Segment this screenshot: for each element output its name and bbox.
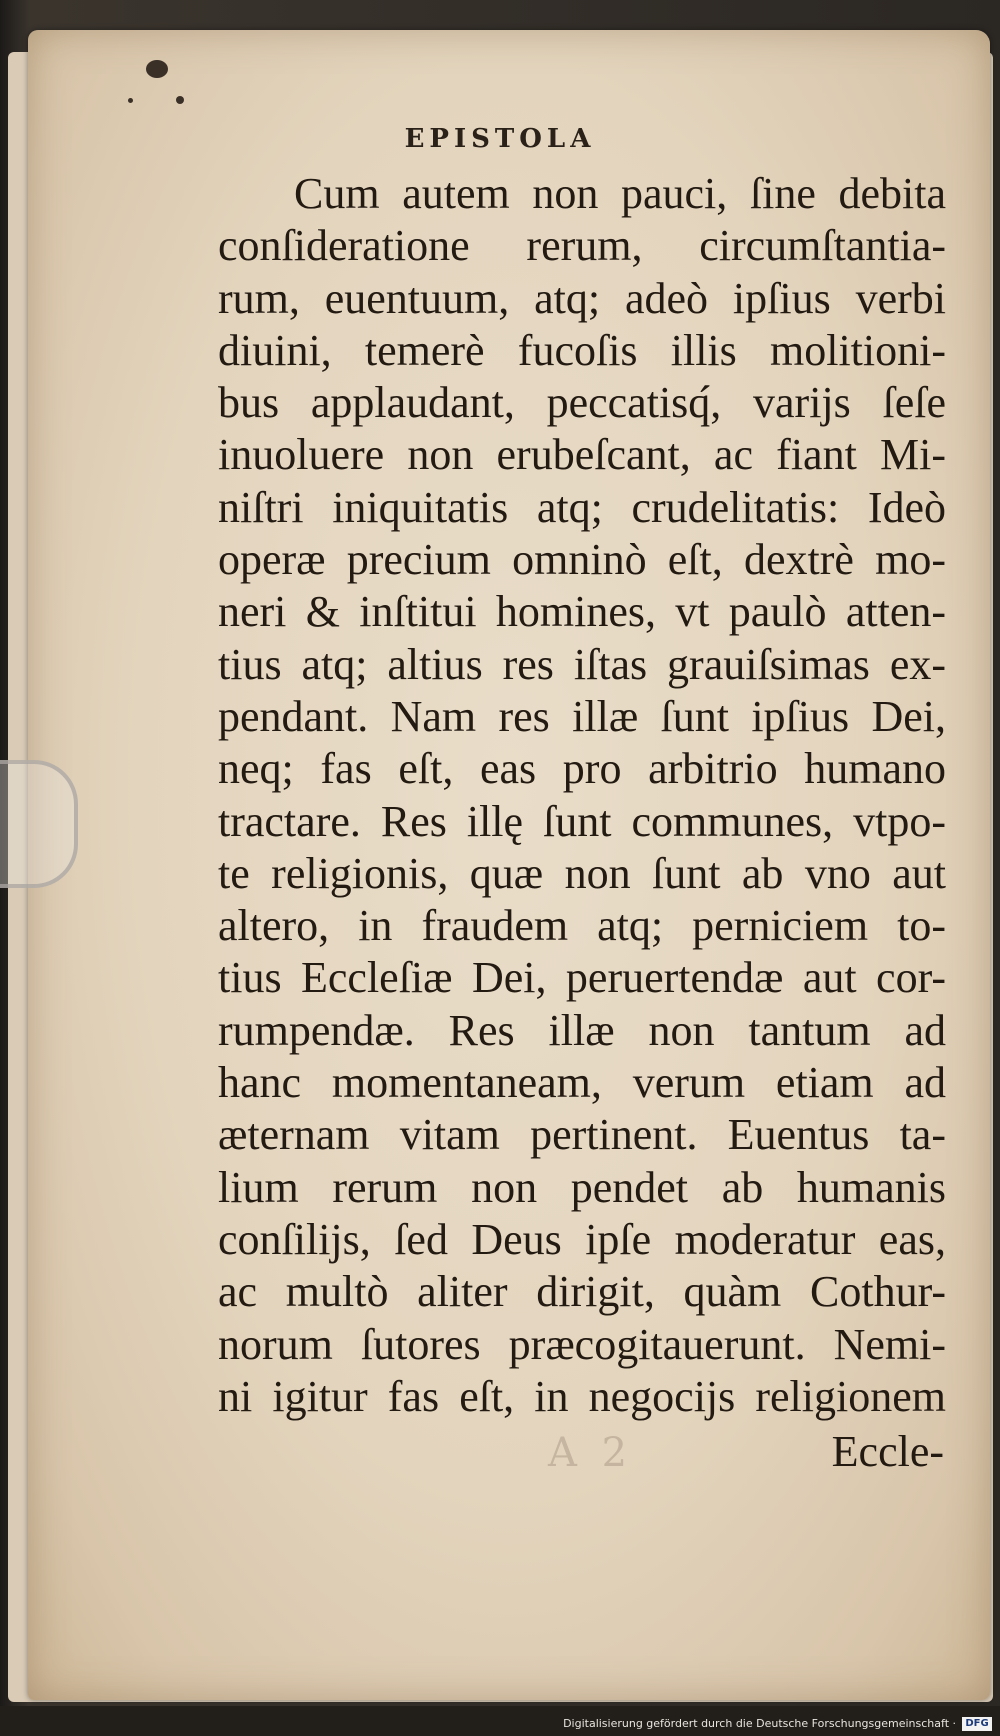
text-line: ni igitur fas eſt, in negocijs religionem — [218, 1371, 946, 1421]
text-line: tius atq; altius res iſtas grauiſsimas ex- — [218, 639, 946, 689]
text-line: æternam vitam pertinent. Euentus ta- — [218, 1110, 946, 1160]
text-line: tius Eccleſiæ Dei, peruertendæ aut cor- — [218, 953, 946, 1003]
ink-stain — [128, 98, 133, 103]
text-line: hanc momentaneam, verum etiam ad — [218, 1058, 946, 1108]
text-line: rumpendæ. Res illæ non tantum ad — [218, 1005, 946, 1055]
text-line: rum, euentuum, atq; adeò ipſius verbi — [218, 273, 946, 323]
text-line: inuoluere non erubeſcant, ac fiant Mi- — [218, 430, 946, 480]
ink-stain — [176, 96, 184, 104]
text-line: conſilijs, ſed Deus ipſe moderatur eas, — [218, 1214, 946, 1264]
text-line: diuini, temerè fucoſis illis molitioni- — [218, 325, 946, 375]
text-line: neri & inſtitui homines, vt paulò atten- — [218, 587, 946, 637]
text-line: pendant. Nam res illæ ſunt ipſius Dei, — [218, 691, 946, 741]
paper-clip — [0, 760, 78, 888]
text-line: tractare. Res illę ſunt communes, vtpo- — [218, 796, 946, 846]
ink-stain — [146, 60, 168, 78]
text-line: ac multò aliter dirigit, quàm Cothur- — [218, 1267, 946, 1317]
text-line: operæ precium omninò eſt, dextrè mo- — [218, 535, 946, 585]
text-line: bus applaudant, peccatisq́, varijs ſeſe — [218, 378, 946, 428]
text-line: norum ſutores præcogitauerunt. Nemi- — [218, 1319, 946, 1369]
dfg-logo: DFG — [962, 1717, 992, 1731]
catchword: Eccle- — [831, 1427, 944, 1476]
running-head: EPISTOLA — [404, 124, 596, 154]
text-line: niſtri iniquitatis atq; crudelitatis: Ideò — [218, 482, 946, 532]
text-line: Cum autem non pauci, ſine debita — [294, 169, 946, 218]
footer-credit: Digitalisierung gefördert durch die Deutsche Forschungsgemeinschaft · — [563, 1717, 956, 1730]
text-line: lium rerum non pendet ab humanis — [218, 1162, 946, 1212]
bleed-through-text: A 2 — [548, 1430, 634, 1476]
text-line: conſideratione rerum, circumſtantia- — [218, 221, 946, 271]
text-line: altero, in fraudem atq; perniciem to- — [218, 901, 946, 951]
text-line: neq; fas eſt, eas pro arbitrio humano — [218, 744, 946, 794]
body-text — [218, 168, 946, 1423]
text-line: te religionis, quæ non ſunt ab vno aut — [218, 848, 946, 898]
